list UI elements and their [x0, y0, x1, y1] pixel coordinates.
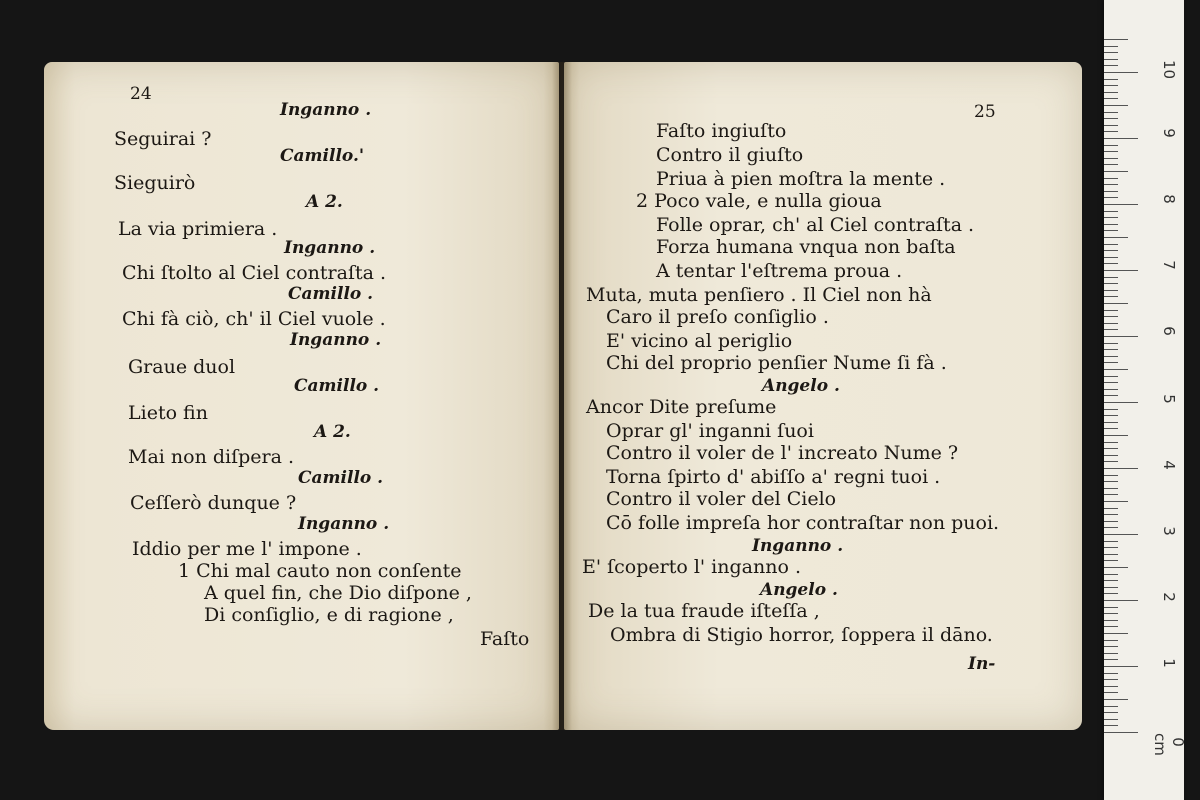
ruler-tick [1104, 673, 1118, 674]
ruler-tick [1104, 376, 1118, 377]
ruler-label-8: 8 [1160, 194, 1178, 204]
ruler-tick [1104, 541, 1118, 542]
ruler-tick [1104, 145, 1118, 146]
ruler-tick [1104, 323, 1118, 324]
ruler-tick [1104, 560, 1118, 561]
right-line-17: Cō folle impreſa hor contraſtar non puoi. [606, 512, 1000, 534]
ruler-tick [1104, 633, 1128, 634]
right-line-21: De la tua fraude iſteſſa , [588, 600, 820, 622]
ruler-tick [1104, 230, 1118, 231]
ruler-tick [1104, 105, 1128, 106]
ruler-tick [1104, 402, 1138, 403]
left-line-17: Inganno . [298, 514, 390, 534]
ruler-tick [1104, 587, 1118, 588]
ruler-tick [1104, 481, 1118, 482]
right-line-9: E' vicino al periglio [606, 330, 793, 352]
left-line-5: Inganno . [284, 238, 376, 258]
ruler-tick [1104, 283, 1118, 284]
ruler-label-6: 6 [1160, 326, 1178, 336]
ruler-tick [1104, 197, 1118, 198]
ruler-tick [1104, 494, 1118, 495]
ruler-tick [1104, 640, 1118, 641]
left-line-16: Ceſſerò dunque ? [130, 492, 297, 514]
left-line-15: Camillo . [298, 468, 384, 488]
right-page-number: 25 [974, 102, 996, 122]
right-line-3: 2 Poco vale, e nulla gioua [636, 190, 882, 212]
right-line-22: Ombra di Stigio horror, ſoppera il dāno. [610, 624, 993, 646]
open-book [44, 62, 1082, 730]
cm-ruler [1104, 0, 1187, 800]
ruler-tick [1104, 290, 1118, 291]
ruler-tick [1104, 442, 1118, 443]
right-line-13: Oprar gl' inganni ſuoi [606, 420, 814, 442]
ruler-tick [1104, 435, 1128, 436]
left-line-6: Chi ſtolto al Ciel contraſta . [122, 262, 387, 284]
ruler-tick [1104, 171, 1128, 172]
ruler-tick [1104, 488, 1118, 489]
ruler-label-0: 0 cm [1151, 733, 1187, 756]
right-line-2: Priua à pien moſtra la mente . [656, 168, 946, 190]
ruler-tick [1104, 211, 1118, 212]
ruler-tick [1104, 699, 1128, 700]
ruler-tick [1104, 607, 1118, 608]
left-line-9: Inganno . [290, 330, 382, 350]
ruler-tick [1104, 112, 1118, 113]
ruler-tick [1104, 521, 1118, 522]
ruler-tick [1104, 508, 1118, 509]
ruler-tick [1104, 620, 1118, 621]
ruler-tick [1104, 501, 1128, 502]
ruler-tick [1104, 455, 1118, 456]
ruler-tick [1104, 409, 1118, 410]
right-page [564, 62, 1082, 730]
ruler-tick [1104, 59, 1118, 60]
ruler-tick [1104, 270, 1138, 271]
ruler-tick [1104, 567, 1128, 568]
left-line-0: Seguirai ? [114, 128, 212, 150]
ruler-tick [1104, 580, 1118, 581]
ruler-tick [1104, 349, 1118, 350]
ruler-tick [1104, 369, 1128, 370]
book-gutter [552, 62, 572, 730]
left-line-10: Graue duol [128, 356, 236, 378]
ruler-tick [1104, 593, 1118, 594]
ruler-tick [1104, 686, 1118, 687]
ruler-tick [1104, 151, 1118, 152]
right-line-11: Angelo . [762, 376, 840, 396]
ruler-tick [1104, 92, 1118, 93]
right-line-12: Ancor Dite preſume [586, 396, 777, 418]
ruler-tick [1104, 468, 1138, 469]
ruler-tick [1104, 646, 1118, 647]
left-running-head: Inganno . [280, 100, 372, 120]
ruler-tick [1104, 382, 1118, 383]
right-line-18: Inganno . [752, 536, 844, 556]
ruler-tick [1104, 131, 1118, 132]
ruler-tick [1104, 217, 1118, 218]
ruler-tick [1104, 98, 1118, 99]
ruler-tick [1104, 125, 1118, 126]
right-line-7: Muta, muta penſiero . Il Ciel non hà [586, 284, 932, 306]
left-line-13: A 2. [314, 422, 351, 442]
ruler-tick [1104, 356, 1118, 357]
ruler-tick [1104, 46, 1118, 47]
ruler-tick [1104, 514, 1118, 515]
left-line-11: Camillo . [294, 376, 380, 396]
right-line-10: Chi del proprio penſier Nume ſi fà . [606, 352, 947, 374]
ruler-tick [1104, 448, 1118, 449]
ruler-tick [1104, 178, 1118, 179]
ruler-tick [1104, 164, 1118, 165]
ruler-tick [1104, 719, 1118, 720]
ruler-tick [1104, 626, 1118, 627]
ruler-tick [1104, 475, 1118, 476]
ruler-tick [1104, 336, 1138, 337]
left-line-3: A 2. [306, 192, 343, 212]
ruler-tick [1104, 692, 1118, 693]
ruler-tick [1104, 277, 1118, 278]
left-line-14: Mai non diſpera . [128, 446, 295, 468]
right-catchword: In- [968, 654, 996, 674]
left-line-20: A quel fin, che Dio diſpone , [204, 582, 472, 604]
left-page-number: 24 [130, 84, 152, 104]
left-line-7: Camillo . [288, 284, 374, 304]
left-line-21: Di conſiglio, e di ragione , [204, 604, 454, 626]
ruler-label-5: 5 [1160, 394, 1178, 404]
ruler-tick [1104, 296, 1118, 297]
ruler-tick [1104, 118, 1118, 119]
ruler-tick [1104, 534, 1138, 535]
ruler-tick [1104, 310, 1118, 311]
ruler-label-9: 9 [1160, 128, 1178, 138]
ruler-tick [1104, 547, 1118, 548]
ruler-tick [1104, 415, 1118, 416]
ruler-tick [1104, 191, 1118, 192]
ruler-tick [1104, 250, 1118, 251]
ruler-tick [1104, 666, 1138, 667]
left-line-1: Camillo.' [280, 146, 365, 166]
ruler-tick [1104, 158, 1118, 159]
ruler-tick [1104, 303, 1128, 304]
right-line-19: E' ſcoperto l' inganno . [582, 556, 801, 578]
ruler-tick [1104, 343, 1118, 344]
ruler-tick [1104, 389, 1118, 390]
ruler-tick [1104, 653, 1118, 654]
ruler-tick [1104, 422, 1118, 423]
right-line-15: Torna ſpirto d' abiſſo a' regni tuoi . [606, 466, 941, 488]
ruler-tick [1104, 706, 1118, 707]
right-line-16: Contro il voler del Cielo [606, 488, 837, 510]
ruler-label-1: 1 [1160, 658, 1178, 668]
ruler-tick [1104, 395, 1118, 396]
ruler-tick [1104, 428, 1118, 429]
ruler-tick [1104, 725, 1118, 726]
left-page [44, 62, 559, 730]
left-line-4: La via primiera . [118, 218, 278, 240]
ruler-tick [1104, 224, 1118, 225]
ruler-tick [1104, 554, 1118, 555]
ruler-tick [1104, 613, 1118, 614]
left-line-2: Sieguirò [114, 172, 196, 194]
ruler-tick [1104, 574, 1118, 575]
right-line-1: Contro il giuſto [656, 144, 804, 166]
left-catchword: Faſto [480, 628, 530, 650]
right-line-6: A tentar l'eſtrema proua . [656, 260, 903, 282]
right-line-5: Forza humana vnqua non baſta [656, 236, 956, 258]
ruler-label-2: 2 [1160, 592, 1178, 602]
ruler-tick [1104, 52, 1118, 53]
ruler-tick [1104, 316, 1118, 317]
ruler-tick [1104, 461, 1118, 462]
ruler-tick [1104, 659, 1118, 660]
left-line-19: 1 Chi mal cauto non conſente [178, 560, 462, 582]
ruler-tick [1104, 237, 1128, 238]
ruler-label-10: 10 [1160, 60, 1178, 80]
right-line-0: Faſto ingiuſto [656, 120, 787, 142]
ruler-tick [1104, 138, 1138, 139]
ruler-tick [1104, 244, 1118, 245]
right-line-14: Contro il voler de l' increato Nume ? [606, 442, 959, 464]
ruler-label-3: 3 [1160, 526, 1178, 536]
ruler-label-4: 4 [1160, 460, 1178, 470]
ruler-tick [1104, 39, 1128, 40]
ruler-tick [1104, 679, 1118, 680]
ruler-tick [1104, 329, 1118, 330]
ruler-tick [1104, 257, 1118, 258]
ruler-tick [1104, 712, 1118, 713]
ruler-tick [1104, 65, 1118, 66]
ruler-tick [1104, 600, 1138, 601]
ruler-tick [1104, 527, 1118, 528]
right-line-8: Caro il preſo conſiglio . [606, 306, 829, 328]
ruler-tick [1104, 204, 1138, 205]
ruler-tick [1104, 362, 1118, 363]
ruler-tick [1104, 263, 1118, 264]
right-line-4: Folle oprar, ch' al Ciel contraſta . [656, 214, 975, 236]
ruler-tick [1104, 72, 1138, 73]
right-line-20: Angelo . [760, 580, 838, 600]
ruler-tick [1104, 184, 1118, 185]
left-line-18: Iddio per me l' impone . [132, 538, 362, 560]
ruler-tick [1104, 85, 1118, 86]
left-line-8: Chi fà ciò, ch' il Ciel vuole . [122, 308, 386, 330]
ruler-tick [1104, 79, 1118, 80]
left-line-12: Lieto fin [128, 402, 208, 424]
ruler-label-7: 7 [1160, 260, 1178, 270]
ruler-tick [1104, 732, 1138, 733]
